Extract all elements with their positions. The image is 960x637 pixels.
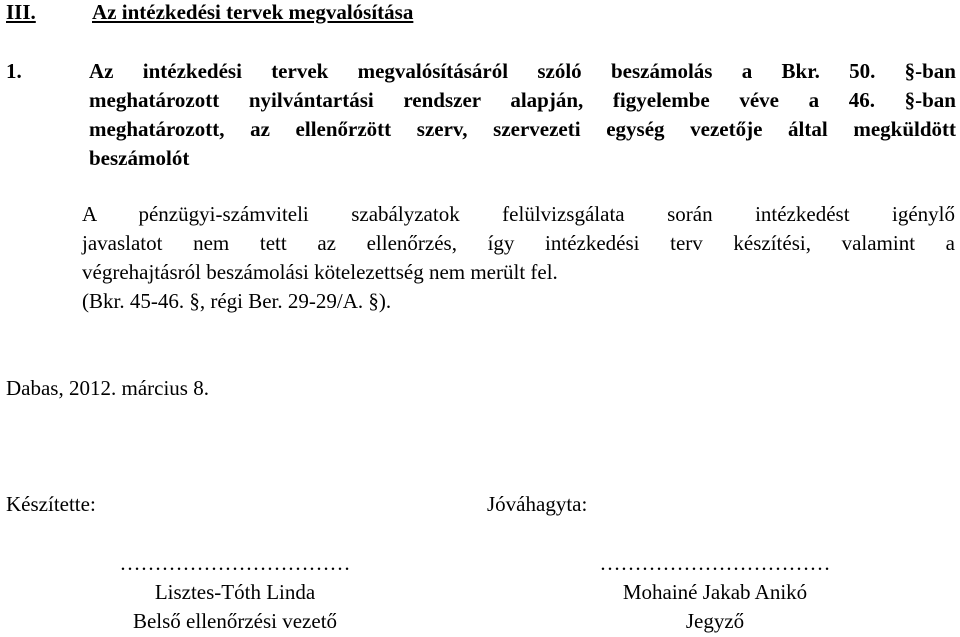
prepared-by-label: Készítette:	[6, 492, 96, 516]
item-title-line: beszámolót	[89, 146, 190, 170]
body-line: A pénzügyi-számviteli szabályzatok felülvizsgálata során intézkedést igénylő	[82, 202, 955, 226]
prepared-by-signature	[90, 549, 380, 636]
item-title-line: meghatározott nyilvántartási rendszer alapján, figyelembe véve a 46. §-ban	[89, 88, 956, 112]
date-place: Dabas, 2012. március 8.	[6, 376, 209, 400]
section-number: III.	[6, 0, 36, 24]
approved-by-signature	[570, 549, 860, 636]
body-paragraph	[82, 200, 955, 316]
signer-role: Belső ellenőrzési vezető	[132, 609, 338, 633]
signer-name: Mohainé Jakab Anikó	[622, 580, 808, 604]
signer-name: Lisztes-Tóth Linda	[154, 580, 316, 604]
signer-role: Jegyző	[685, 609, 745, 633]
section-title: Az intézkedési tervek megvalósítása	[92, 0, 414, 24]
signature-dots: ……………………………	[119, 551, 351, 575]
item-title-line: meghatározott, az ellenőrzött szerv, szervezeti egység vezetője által megküldött	[89, 117, 956, 141]
body-line: végrehajtásról beszámolási kötelezettség nem merült fel.	[82, 260, 558, 284]
approved-by-label: Jóváhagyta:	[487, 492, 588, 516]
section-heading	[6, 0, 413, 27]
item-title-line: Az intézkedési tervek megvalósításáról szóló beszámolás a Bkr. 50. §-ban	[89, 59, 956, 83]
body-line: (Bkr. 45-46. §, régi Ber. 29-29/A. §).	[82, 289, 392, 313]
item-heading	[6, 57, 956, 173]
body-line: javaslatot nem tett az ellenőrzés, így intézkedési terv készítési, valamint a	[82, 231, 955, 255]
item-number: 1.	[6, 59, 22, 83]
signature-dots: ……………………………	[599, 551, 831, 575]
